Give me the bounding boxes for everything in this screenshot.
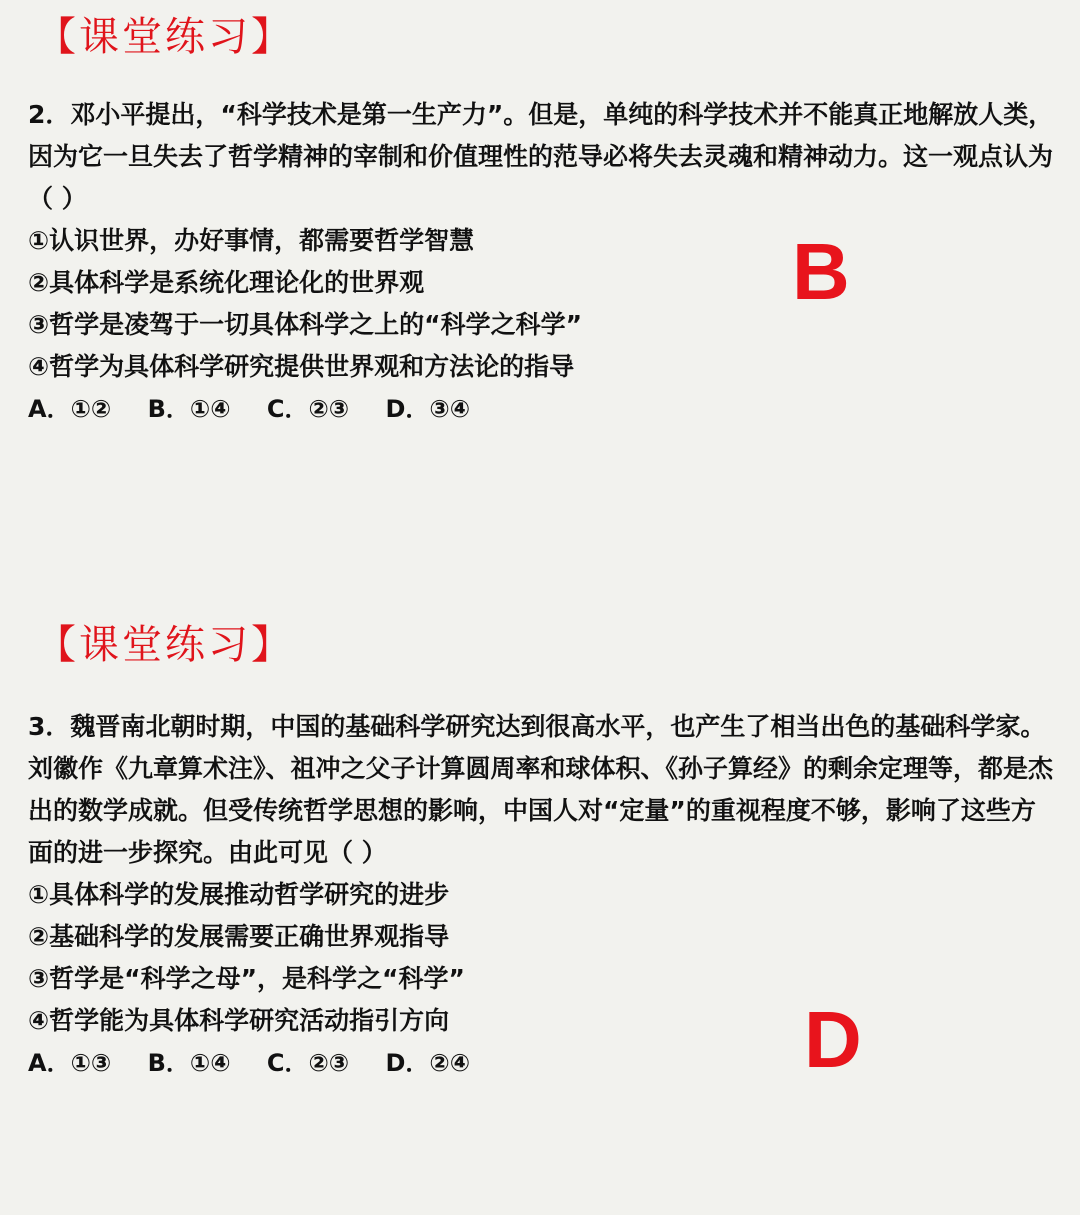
question-stem: 2．邓小平提出，“科学技术是第一生产力”。但是，单纯的科学技术并不能真正地解放人类，因为它一旦失去了哲学精神的宰制和价值理性的范导必将失去灵魂和精神动力。这一观点认为（ ） [28, 100, 1054, 213]
option-3: ③哲学是“科学之母”，是科学之“科学” [28, 964, 465, 993]
choice-b: B．①④ [147, 1049, 231, 1077]
option-1: ①具体科学的发展推动哲学研究的进步 [28, 880, 450, 909]
question-stem: 3．魏晋南北朝时期，中国的基础科学研究达到很高水平，也产生了相当出色的基础科学家。刘徽作《九章算术注》、祖冲之父子计算圆周率和球体积、《孙子算经》的剩余定理等，都是杰出的数学成就。但受传统哲学思想的影响，中国人对“定量”的重视程度不够，影响了这些方面的进一步探究。由此可见（ ） [28, 712, 1054, 867]
section-heading: 【课堂练习】 [36, 622, 294, 668]
section-heading: 【课堂练习】 [36, 14, 294, 60]
choice-a: A．①③ [28, 1049, 112, 1077]
option-4: ④哲学能为具体科学研究活动指引方向 [28, 1006, 450, 1035]
option-2: ②基础科学的发展需要正确世界观指导 [28, 922, 450, 951]
option-2: ②具体科学是系统化理论化的世界观 [28, 268, 425, 297]
choice-b: B．①④ [147, 395, 231, 423]
option-1: ①认识世界，办好事情，都需要哲学智慧 [28, 226, 475, 255]
choice-a: A．①② [28, 395, 112, 423]
answer-letter: B [792, 227, 850, 316]
exercise-section-2 [0, 0, 1080, 600]
question-block [28, 94, 1058, 430]
option-4: ④哲学为具体科学研究提供世界观和方法论的指导 [28, 352, 575, 381]
choice-c: C．②③ [266, 1049, 350, 1077]
choice-d: D．②④ [385, 1049, 471, 1077]
answer-choices [28, 388, 1058, 430]
exercise-section-3 [0, 608, 1080, 1208]
option-3: ③哲学是凌驾于一切具体科学之上的“科学之科学” [28, 310, 583, 339]
answer-choices [28, 1042, 1058, 1084]
choice-d: D．③④ [385, 395, 471, 423]
choice-c: C．②③ [266, 395, 350, 423]
answer-letter: D [804, 995, 862, 1084]
question-block [28, 706, 1058, 1084]
